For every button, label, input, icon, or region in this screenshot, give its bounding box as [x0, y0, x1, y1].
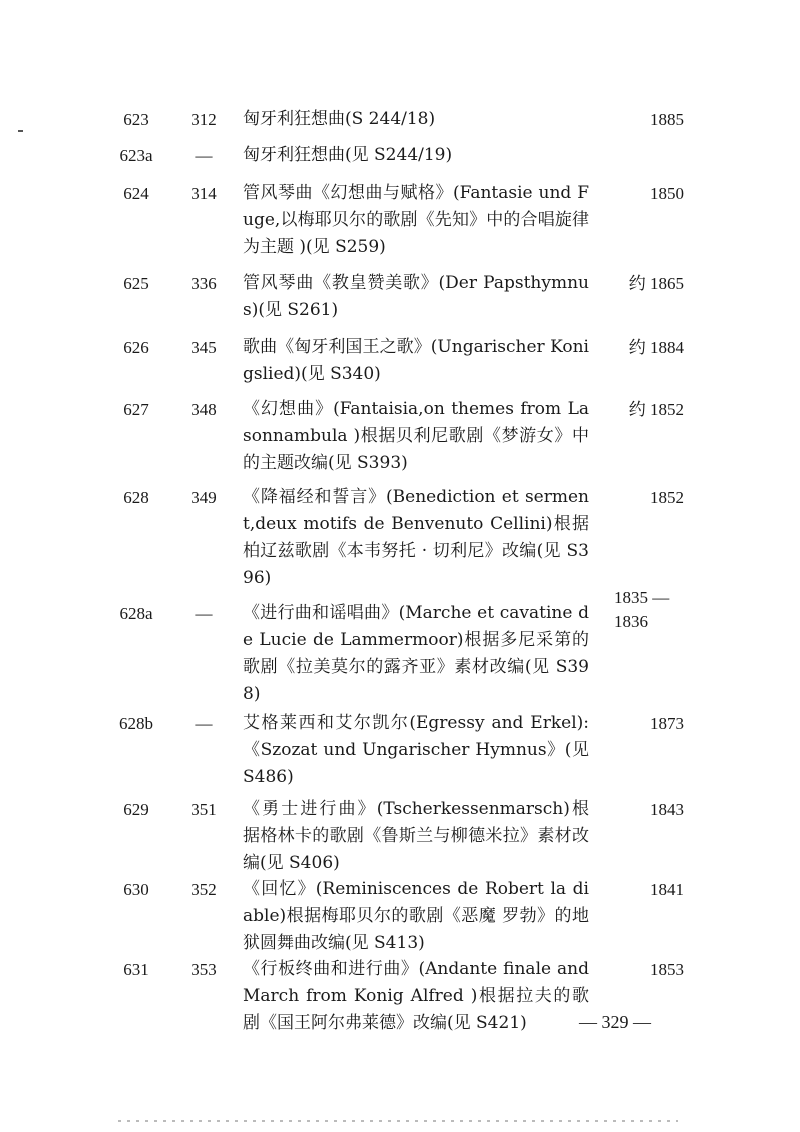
catalog-list — [0, 104, 800, 1068]
entry-reference: 351 — [191, 800, 217, 819]
entry-year: 约 1852 — [628, 400, 684, 419]
entry-description: 管风琴曲《幻想曲与赋格》(Fantasie und Fuge,以梅耶贝尔的歌剧《先知》中的合唱旋律为主题 )(见 S259) — [243, 183, 589, 257]
entry-reference: — — [195, 146, 213, 165]
entry-description: 《回忆》(Reminiscences de Robert la diable)根据梅耶贝尔的歌剧《恶魔 罗勃》的地狱圆舞曲改编(见 S413) — [243, 879, 589, 953]
catalog-entry — [0, 796, 800, 876]
entry-year: 1853 — [650, 960, 684, 979]
catalog-entry — [0, 956, 800, 1068]
entry-description: 《行板终曲和进行曲》(Andante finale and March from Konig Alfred )根据拉夫的歌剧《国王阿尔弗莱德》改编(见 S421) — [243, 959, 589, 1033]
entry-year: 1852 — [650, 488, 684, 507]
entry-description: 《进行曲和谣唱曲》(Marche et cavatine de Lucie de Lammermoor)根据多尼采第的歌剧《拉美莫尔的露齐亚》素材改编(见 S398) — [243, 603, 589, 704]
entry-year: 约 1865 — [628, 274, 684, 293]
entry-reference: 349 — [191, 488, 217, 507]
catalog-entry — [0, 180, 800, 270]
entry-year: 1835 —1836 — [614, 588, 670, 631]
entry-description: 《幻想曲》(Fantaisia,on themes from La sonnambula )根据贝利尼歌剧《梦游女》中的主题改编(见 S393) — [243, 399, 589, 473]
entry-description: 歌曲《匈牙利国王之歌》(Ungarischer Konigslied)(见 S340) — [243, 337, 589, 384]
catalog-entry — [0, 396, 800, 484]
entry-reference: 348 — [191, 400, 217, 419]
catalog-entry — [0, 140, 800, 180]
entry-number: 625 — [123, 274, 149, 293]
entry-number: 627 — [123, 400, 149, 419]
entry-number: 630 — [123, 880, 149, 899]
catalog-entry — [0, 588, 800, 710]
entry-reference: 352 — [191, 880, 217, 899]
entry-number: 628b — [119, 714, 153, 733]
catalog-entry — [0, 334, 800, 396]
entry-number: 628a — [119, 604, 153, 623]
catalog-entry — [0, 484, 800, 600]
entry-year: 1843 — [650, 800, 684, 819]
entry-year: 约 1884 — [628, 338, 684, 357]
page-number: — 329 — — [579, 1012, 651, 1032]
entry-description: 管风琴曲《教皇赞美歌》(Der Papsthymnus)(见 S261) — [243, 273, 589, 320]
entry-year: 1841 — [650, 880, 684, 899]
entry-number: 628 — [123, 488, 149, 507]
entry-year: 1885 — [650, 110, 684, 129]
entry-reference: 353 — [191, 960, 217, 979]
entry-description: 《勇士进行曲》(Tscherkessenmarsch)根据格林卡的歌剧《鲁斯兰与柳德米拉》素材改编(见 S406) — [243, 799, 589, 873]
entry-reference: 314 — [191, 184, 217, 203]
scan-artifact-line — [118, 1120, 678, 1122]
entry-number: 624 — [123, 184, 149, 203]
entry-description: 《降福经和誓言》(Benediction et serment,deux motifs de Benvenuto Cellini)根据柏辽兹歌剧《本韦努托 · 切利尼》改编(见 S396) — [243, 487, 589, 588]
entry-year: 1850 — [650, 184, 684, 203]
entry-description: 匈牙利狂想曲(S 244/18) — [243, 109, 436, 129]
entry-reference: — — [195, 714, 213, 733]
entry-reference: 336 — [191, 274, 217, 293]
entry-year: 1873 — [650, 714, 684, 733]
entry-description: 艾格莱西和艾尔凯尔(Egressy and Erkel): 《Szozat und Ungarischer Hymnus》(见 S486) — [243, 713, 589, 787]
entry-number: 626 — [123, 338, 149, 357]
entry-description: 匈牙利狂想曲(见 S244/19) — [243, 145, 453, 165]
catalog-entry — [0, 104, 800, 140]
catalog-entry — [0, 876, 800, 956]
entry-number: 623 — [123, 110, 149, 129]
entry-reference: 312 — [191, 110, 217, 129]
entry-number: 629 — [123, 800, 149, 819]
catalog-entry — [0, 270, 800, 334]
entry-reference: 345 — [191, 338, 217, 357]
entry-number: 623a — [119, 146, 153, 165]
entry-reference: — — [195, 604, 213, 623]
catalog-entry — [0, 710, 800, 796]
entry-number: 631 — [123, 960, 149, 979]
